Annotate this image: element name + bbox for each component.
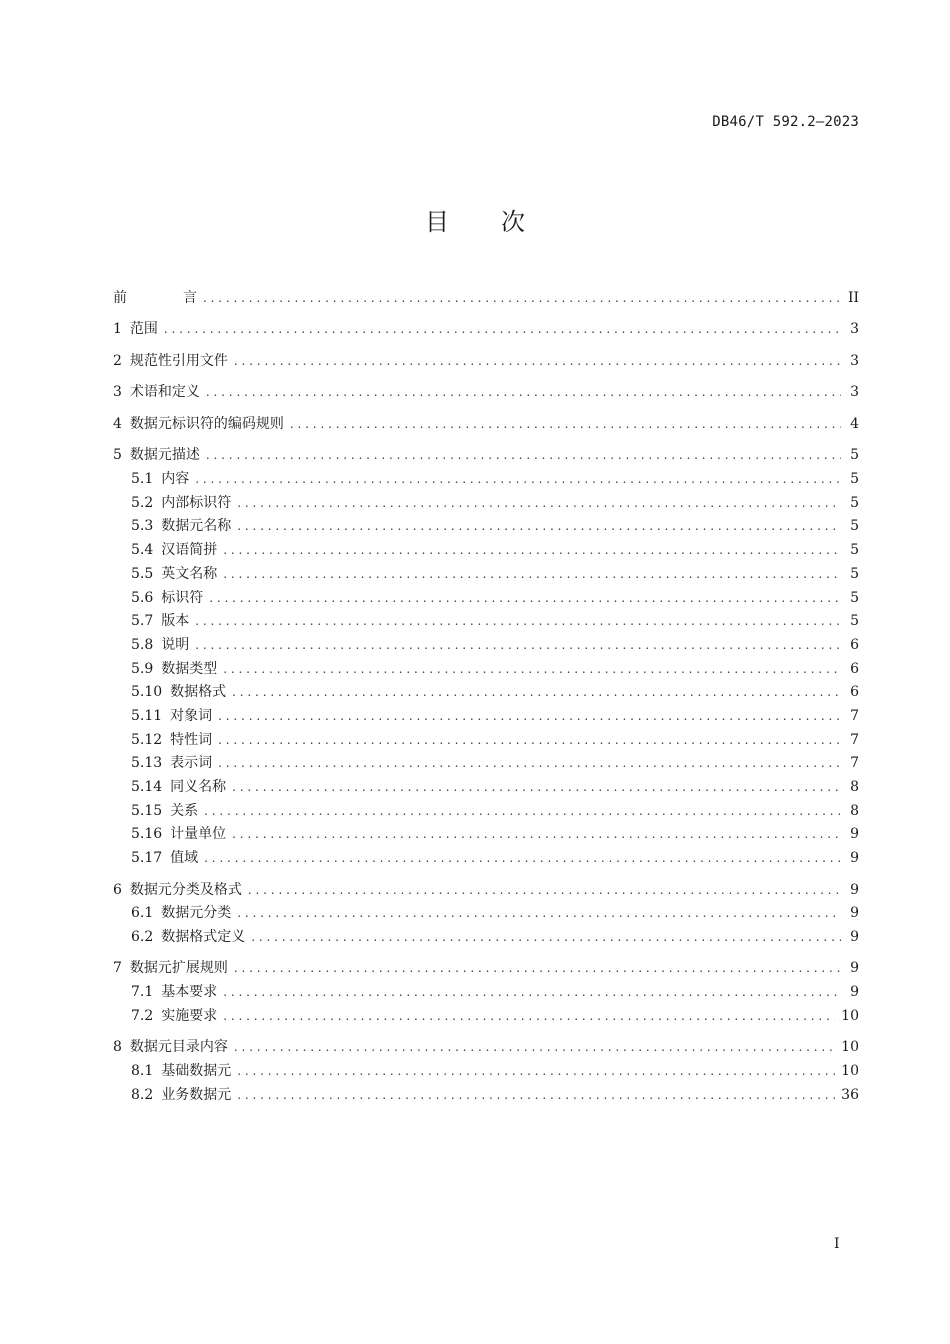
toc-entry[interactable] (113, 492, 859, 516)
toc-entry-label (113, 957, 228, 981)
toc-entry-label (131, 776, 226, 800)
toc-entry[interactable] (113, 468, 859, 492)
toc-entry-text: 关系 (170, 802, 199, 819)
toc-entry-text: 标识符 (161, 589, 204, 606)
toc-entry-text: 数据类型 (161, 660, 218, 677)
toc-entry-page: 9 (850, 984, 859, 1001)
toc-entry[interactable] (113, 957, 859, 981)
toc-entry-number: 5.5 (131, 565, 154, 582)
toc-entry-number: 5.6 (131, 589, 154, 606)
toc-entry[interactable] (113, 729, 859, 753)
toc-entry-page: 10 (841, 1063, 859, 1079)
toc-entry-label (113, 350, 228, 374)
toc-entry-page: 10 (841, 1039, 859, 1056)
toc-entry-text: 说明 (161, 636, 190, 653)
toc-entry[interactable] (113, 515, 859, 539)
toc-entry-page: 9 (850, 826, 859, 843)
toc-entry-page: 3 (850, 352, 859, 369)
toc-entry-text: 汉语简拼 (161, 542, 218, 559)
toc-dot-leader (234, 1036, 835, 1060)
toc-entry[interactable] (113, 847, 859, 871)
toc-entry-label (131, 634, 189, 658)
toc-entry-page: 5 (850, 542, 859, 559)
toc-entry-label (131, 752, 212, 776)
toc-entry[interactable] (113, 1005, 859, 1029)
toc-entry-page: 8 (850, 802, 859, 819)
toc-entry-text: 数据元分类及格式 (129, 881, 242, 898)
toc-entry-label (131, 587, 203, 611)
toc-entry-label (131, 926, 245, 950)
toc-dot-leader (204, 800, 841, 824)
toc-entry-page: 8 (850, 779, 859, 796)
toc-dot-leader (195, 634, 841, 658)
toc-dot-leader (237, 1060, 835, 1084)
document-code: DB46/T 592.2—2023 (712, 114, 859, 130)
toc-title-part2: 次 (501, 208, 525, 236)
toc-entry-text: 数据元标识符的编码规则 (129, 415, 284, 432)
toc-entry-number: 5.17 (131, 850, 163, 867)
toc-entry[interactable] (113, 610, 859, 634)
toc-entry[interactable] (113, 879, 859, 903)
toc-title-part1: 目 (425, 208, 449, 236)
toc-entry-text: 英文名称 (161, 565, 218, 582)
toc-entry-number: 5.9 (131, 660, 154, 677)
toc-dot-leader (218, 705, 841, 729)
toc-entry-page: 6 (850, 684, 859, 701)
toc-entry-page: 7 (850, 731, 859, 748)
toc-entry-page: 3 (850, 321, 859, 338)
toc-entry-label (113, 413, 284, 437)
toc-entry-label (113, 444, 200, 468)
toc-entry[interactable] (113, 658, 859, 682)
toc-entry-label (131, 539, 217, 563)
toc-entry[interactable] (113, 287, 859, 311)
toc-dot-leader (290, 413, 841, 437)
toc-entry-page: 6 (850, 660, 859, 677)
toc-dot-leader (206, 381, 841, 405)
toc-entry-label (131, 823, 226, 847)
toc-dot-leader (237, 492, 841, 516)
toc-entry-text: 术语和定义 (129, 384, 200, 401)
toc-entry-page: 5 (850, 447, 859, 464)
toc-dot-leader (223, 981, 841, 1005)
toc-entry-number: 7.2 (131, 1007, 154, 1024)
toc-entry[interactable] (113, 800, 859, 824)
toc-dot-leader (203, 287, 841, 311)
toc-entry-text: 特性词 (170, 731, 213, 748)
toc-entry-page: 5 (850, 565, 859, 582)
toc-entry-number: 8.2 (131, 1086, 154, 1103)
toc-title (0, 202, 950, 237)
toc-entry-text: 值域 (170, 850, 199, 867)
toc-entry-label (131, 1005, 217, 1029)
toc-dot-leader (195, 610, 841, 634)
toc-dot-leader (237, 1084, 835, 1108)
toc-entry-number: 5 (113, 447, 122, 464)
toc-entry[interactable] (113, 823, 859, 847)
toc-entry-page: II (847, 290, 859, 306)
toc-entry-number: 5.3 (131, 518, 154, 535)
toc-entry-label (131, 563, 217, 587)
toc-dot-leader (251, 926, 841, 950)
toc-entry[interactable] (113, 1084, 859, 1108)
toc-entry[interactable] (113, 634, 859, 658)
toc-entry-label (131, 800, 198, 824)
toc-entry[interactable] (113, 563, 859, 587)
toc-entry-number: 2 (113, 352, 122, 369)
toc-entry-label (131, 705, 212, 729)
toc-entry-number: 5.14 (131, 779, 163, 796)
toc-entry-label (131, 492, 231, 516)
toc-entry[interactable] (113, 381, 859, 405)
toc-dot-leader (223, 563, 841, 587)
toc-entry-number: 5.1 (131, 471, 154, 488)
toc-entry-number: 5.11 (131, 707, 163, 724)
toc-entry-label (131, 468, 189, 492)
toc-entry-text: 前言 (113, 290, 253, 306)
toc-entry-text: 数据元描述 (129, 447, 200, 464)
toc-entry-number: 1 (113, 321, 122, 338)
toc-entry-page: 36 (841, 1086, 859, 1103)
toc-entry-page: 5 (850, 494, 859, 511)
toc-entry-page: 9 (850, 928, 859, 945)
toc-entry-number: 5.10 (131, 684, 163, 701)
toc-entry[interactable] (113, 981, 859, 1005)
toc-entry-number: 5.13 (131, 755, 163, 772)
toc-entry-text: 基本要求 (161, 984, 218, 1001)
toc-entry-text: 业务数据元 (161, 1086, 232, 1103)
toc-entry[interactable] (113, 776, 859, 800)
toc-entry-label (131, 847, 198, 871)
toc-entry-page: 7 (850, 755, 859, 772)
toc-entry-label (131, 902, 231, 926)
toc-entry-page: 9 (850, 881, 859, 898)
toc-entry-text: 数据元名称 (161, 518, 232, 535)
toc-entry-page: 7 (850, 707, 859, 724)
toc-entry-text: 数据元分类 (161, 905, 232, 922)
toc-dot-leader (209, 587, 841, 611)
toc-entry-text: 基础数据元 (161, 1063, 232, 1079)
toc-entry-number: 4 (113, 415, 122, 432)
toc-entry-number: 5.16 (131, 826, 163, 843)
toc-entry-label (131, 681, 226, 705)
toc-entry-label (113, 879, 242, 903)
toc-entry-page: 9 (850, 960, 859, 977)
toc-dot-leader (218, 752, 841, 776)
toc-entry-text: 范围 (129, 321, 158, 338)
toc-dot-leader (237, 902, 841, 926)
toc-entry-page: 4 (850, 415, 859, 432)
toc-entry-number: 6 (113, 881, 122, 898)
toc-entry-page: 9 (850, 905, 859, 922)
toc-entry[interactable] (113, 1036, 859, 1060)
toc-dot-leader (232, 823, 841, 847)
toc-entry-label (113, 318, 158, 342)
toc-entry-text: 数据元目录内容 (129, 1039, 228, 1056)
toc-entry[interactable] (113, 318, 859, 342)
toc-entry[interactable] (113, 681, 859, 705)
table-of-contents (113, 287, 859, 1107)
toc-entry[interactable] (113, 752, 859, 776)
toc-dot-leader (248, 879, 841, 903)
toc-dot-leader (223, 1005, 835, 1029)
toc-dot-leader (195, 468, 841, 492)
toc-entry-label (113, 381, 200, 405)
toc-entry-number: 8.1 (131, 1063, 154, 1079)
toc-entry[interactable] (113, 705, 859, 729)
toc-entry-text: 数据元扩展规则 (129, 960, 228, 977)
toc-entry[interactable] (113, 1060, 859, 1084)
toc-entry-label (131, 981, 217, 1005)
toc-entry-label (131, 1060, 231, 1084)
toc-entry-number: 5.15 (131, 802, 163, 819)
toc-entry-number: 5.2 (131, 494, 154, 511)
toc-entry-text: 表示词 (170, 755, 213, 772)
toc-entry-text: 内容 (161, 471, 190, 488)
toc-entry-text: 数据格式定义 (161, 928, 246, 945)
toc-entry-label (131, 515, 231, 539)
toc-dot-leader (164, 318, 841, 342)
toc-entry[interactable] (113, 413, 859, 437)
toc-entry-number: 5.12 (131, 731, 163, 748)
toc-entry-page: 6 (850, 636, 859, 653)
toc-entry-text: 版本 (161, 613, 190, 630)
toc-entry-page: 10 (841, 1007, 859, 1024)
toc-entry-number: 5.4 (131, 542, 154, 559)
toc-entry-number: 5.8 (131, 636, 154, 653)
toc-entry-page: 5 (850, 589, 859, 606)
toc-entry-text: 对象词 (170, 707, 213, 724)
toc-entry-label (113, 1036, 228, 1060)
toc-entry-page: 5 (850, 518, 859, 535)
toc-entry-text: 实施要求 (161, 1007, 218, 1024)
toc-dot-leader (234, 957, 841, 981)
toc-entry[interactable] (113, 926, 859, 950)
toc-entry-text: 数据格式 (170, 684, 227, 701)
toc-entry-label (131, 658, 217, 682)
toc-entry-number: 5.7 (131, 613, 154, 630)
toc-entry-page: 3 (850, 384, 859, 401)
toc-entry-page: 5 (850, 471, 859, 488)
toc-dot-leader (234, 350, 841, 374)
toc-entry-number: 6.2 (131, 928, 154, 945)
toc-dot-leader (232, 776, 841, 800)
toc-entry-text: 内部标识符 (161, 494, 232, 511)
toc-entry-number: 3 (113, 384, 122, 401)
toc-dot-leader (218, 729, 841, 753)
toc-dot-leader (223, 539, 841, 563)
toc-entry-text: 同义名称 (170, 779, 227, 796)
toc-entry-number: 6.1 (131, 905, 154, 922)
toc-dot-leader (237, 515, 841, 539)
toc-entry[interactable] (113, 444, 859, 468)
toc-dot-leader (204, 847, 841, 871)
toc-entry-number: 8 (113, 1039, 122, 1056)
toc-entry-number: 7 (113, 960, 122, 977)
toc-entry[interactable] (113, 587, 859, 611)
toc-entry-number: 7.1 (131, 984, 154, 1001)
toc-entry-page: 9 (850, 850, 859, 867)
toc-entry[interactable] (113, 539, 859, 563)
toc-entry[interactable] (113, 350, 859, 374)
footer-page-number: I (834, 1236, 840, 1252)
toc-entry-text: 计量单位 (170, 826, 227, 843)
toc-entry-label (131, 1084, 231, 1108)
toc-entry-text: 规范性引用文件 (129, 352, 228, 369)
toc-dot-leader (206, 444, 841, 468)
toc-dot-leader (232, 681, 841, 705)
toc-dot-leader (223, 658, 841, 682)
toc-entry-label (131, 729, 212, 753)
toc-entry-label (131, 610, 189, 634)
toc-entry-page: 5 (850, 613, 859, 630)
toc-entry[interactable] (113, 902, 859, 926)
